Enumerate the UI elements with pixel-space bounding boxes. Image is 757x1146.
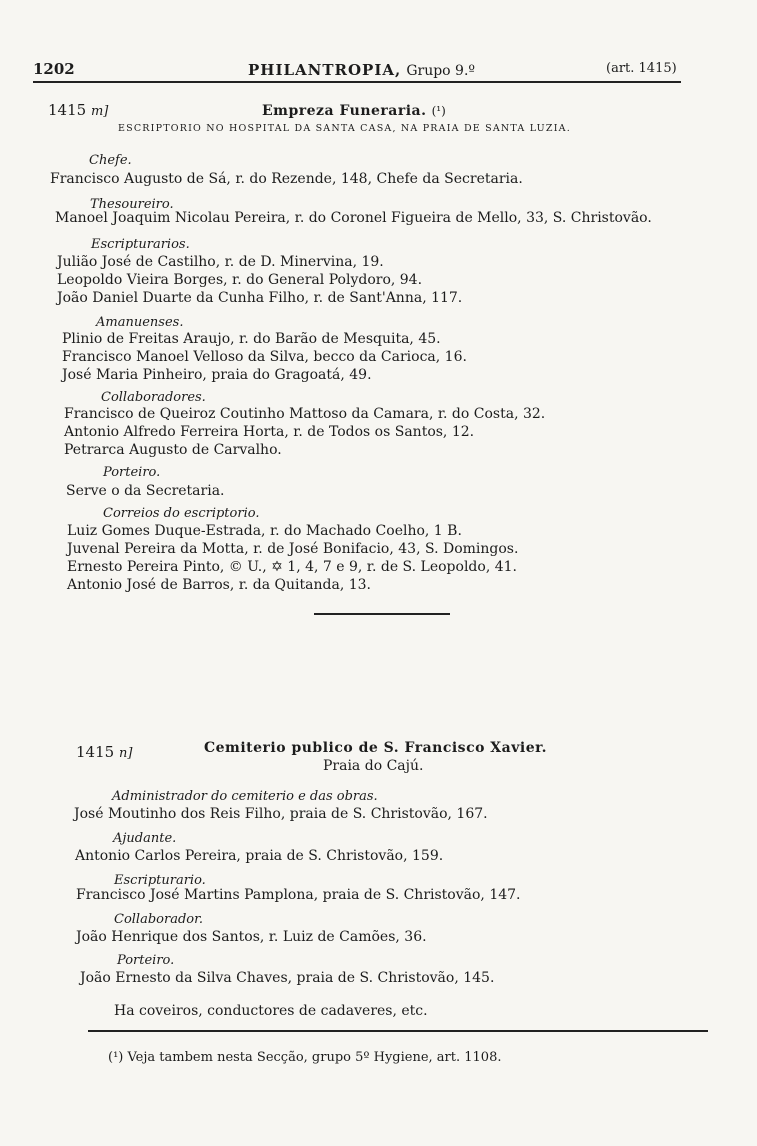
section1-subtitle: ESCRIPTORIO NO HOSPITAL DA SANTA CASA, NA PRAIA DE SANTA LUZIA.	[118, 123, 571, 134]
role-amanuenses: Amanuenses.	[96, 315, 184, 330]
role-escripturario: Escripturario.	[114, 873, 206, 888]
section1-title: Empreza Funeraria.	[262, 103, 427, 119]
entry-line: João Henrique dos Santos, r. Luiz de Camões, 36.	[76, 929, 427, 945]
footnote-rule	[88, 1030, 708, 1032]
entry-line: Manoel Joaquim Nicolau Pereira, r. do Coronel Figueira de Mello, 33, S. Christovão.	[55, 210, 652, 226]
running-title: PHILANTROPIA,	[248, 61, 402, 79]
section-divider	[314, 613, 450, 615]
section1-number	[48, 101, 108, 119]
page-number: 1202	[33, 60, 75, 78]
entry-line: Francisco José Martins Pamplona, praia de S. Christovão, 147.	[76, 887, 521, 903]
entry-line: Serve o da Secretaria.	[66, 483, 225, 499]
role-porteiro-2: Porteiro.	[117, 953, 175, 968]
entry-line: João Daniel Duarte da Cunha Filho, r. de Sant'Anna, 117.	[57, 290, 463, 306]
entry-line: Antonio Alfredo Ferreira Horta, r. de Todos os Santos, 12.	[64, 424, 475, 440]
section1-number-value: 1415	[48, 101, 87, 119]
header-rule	[33, 81, 681, 83]
role-ajudante: Ajudante.	[113, 831, 177, 846]
role-correios: Correios do escriptorio.	[103, 506, 260, 521]
entry-line: José Moutinho dos Reis Filho, praia de S. Christovão, 167.	[74, 806, 488, 822]
entry-line: Julião José de Castilho, r. de D. Minervina, 19.	[57, 254, 384, 270]
article-ref: (art. 1415)	[606, 61, 677, 76]
role-chefe: Chefe.	[89, 153, 132, 168]
role-administrador: Administrador do cemiterio e das obras.	[112, 789, 378, 804]
group-label: Grupo 9.º	[406, 63, 475, 79]
section1-heading	[262, 100, 446, 119]
entry-line: Petrarca Augusto de Carvalho.	[64, 442, 282, 458]
entry-line: José Maria Pinheiro, praia do Gragoatá, 49.	[62, 367, 372, 383]
entry-line: João Ernesto da Silva Chaves, praia de S. Christovão, 145.	[80, 970, 495, 986]
entry-line: Antonio Carlos Pereira, praia de S. Christovão, 159.	[75, 848, 444, 864]
closing-note: Ha coveiros, conductores de cadaveres, etc.	[114, 1003, 428, 1019]
role-collaboradores: Collaboradores.	[101, 390, 206, 405]
entry-line: Luiz Gomes Duque-Estrada, r. do Machado Coelho, 1 B.	[67, 523, 462, 539]
footnote: (¹) Veja tambem nesta Secção, grupo 5º Hygiene, art. 1108.	[108, 1050, 502, 1065]
entry-line: Juvenal Pereira da Motta, r. de José Bonifacio, 43, S. Domingos.	[67, 541, 519, 557]
entry-line: Antonio José de Barros, r. da Quitanda, 13.	[67, 577, 371, 593]
role-collaborador: Collaborador.	[114, 912, 204, 927]
role-escripturarios: Escripturarios.	[91, 237, 190, 252]
entry-line: Francisco de Queiroz Coutinho Mattoso da Camara, r. do Costa, 32.	[64, 406, 546, 422]
role-porteiro: Porteiro.	[103, 465, 161, 480]
role-thesoureiro: Thesoureiro.	[90, 197, 174, 212]
footnote-ref: (¹)	[431, 104, 446, 118]
entry-line: Francisco Manoel Velloso da Silva, becco da Carioca, 16.	[62, 349, 467, 365]
entry-line: Plinio de Freitas Araujo, r. do Barão de Mesquita, 45.	[62, 331, 441, 347]
section2-suffix: n]	[118, 746, 133, 761]
running-header	[248, 60, 475, 79]
entry-line: Ernesto Pereira Pinto, © U., ✡ 1, 4, 7 e 9, r. de S. Leopoldo, 41.	[67, 559, 517, 575]
entry-line: Francisco Augusto de Sá, r. do Rezende, 148, Chefe da Secretaria.	[50, 171, 523, 187]
section2-subtitle: Praia do Cajú.	[323, 758, 424, 774]
section2-title: Cemiterio publico de S. Francisco Xavier.	[204, 740, 548, 756]
section2-number-value: 1415	[76, 743, 115, 761]
entry-line: Leopoldo Vieira Borges, r. do General Polydoro, 94.	[57, 272, 423, 288]
section1-suffix: m]	[90, 104, 109, 119]
section2-number	[76, 743, 132, 761]
